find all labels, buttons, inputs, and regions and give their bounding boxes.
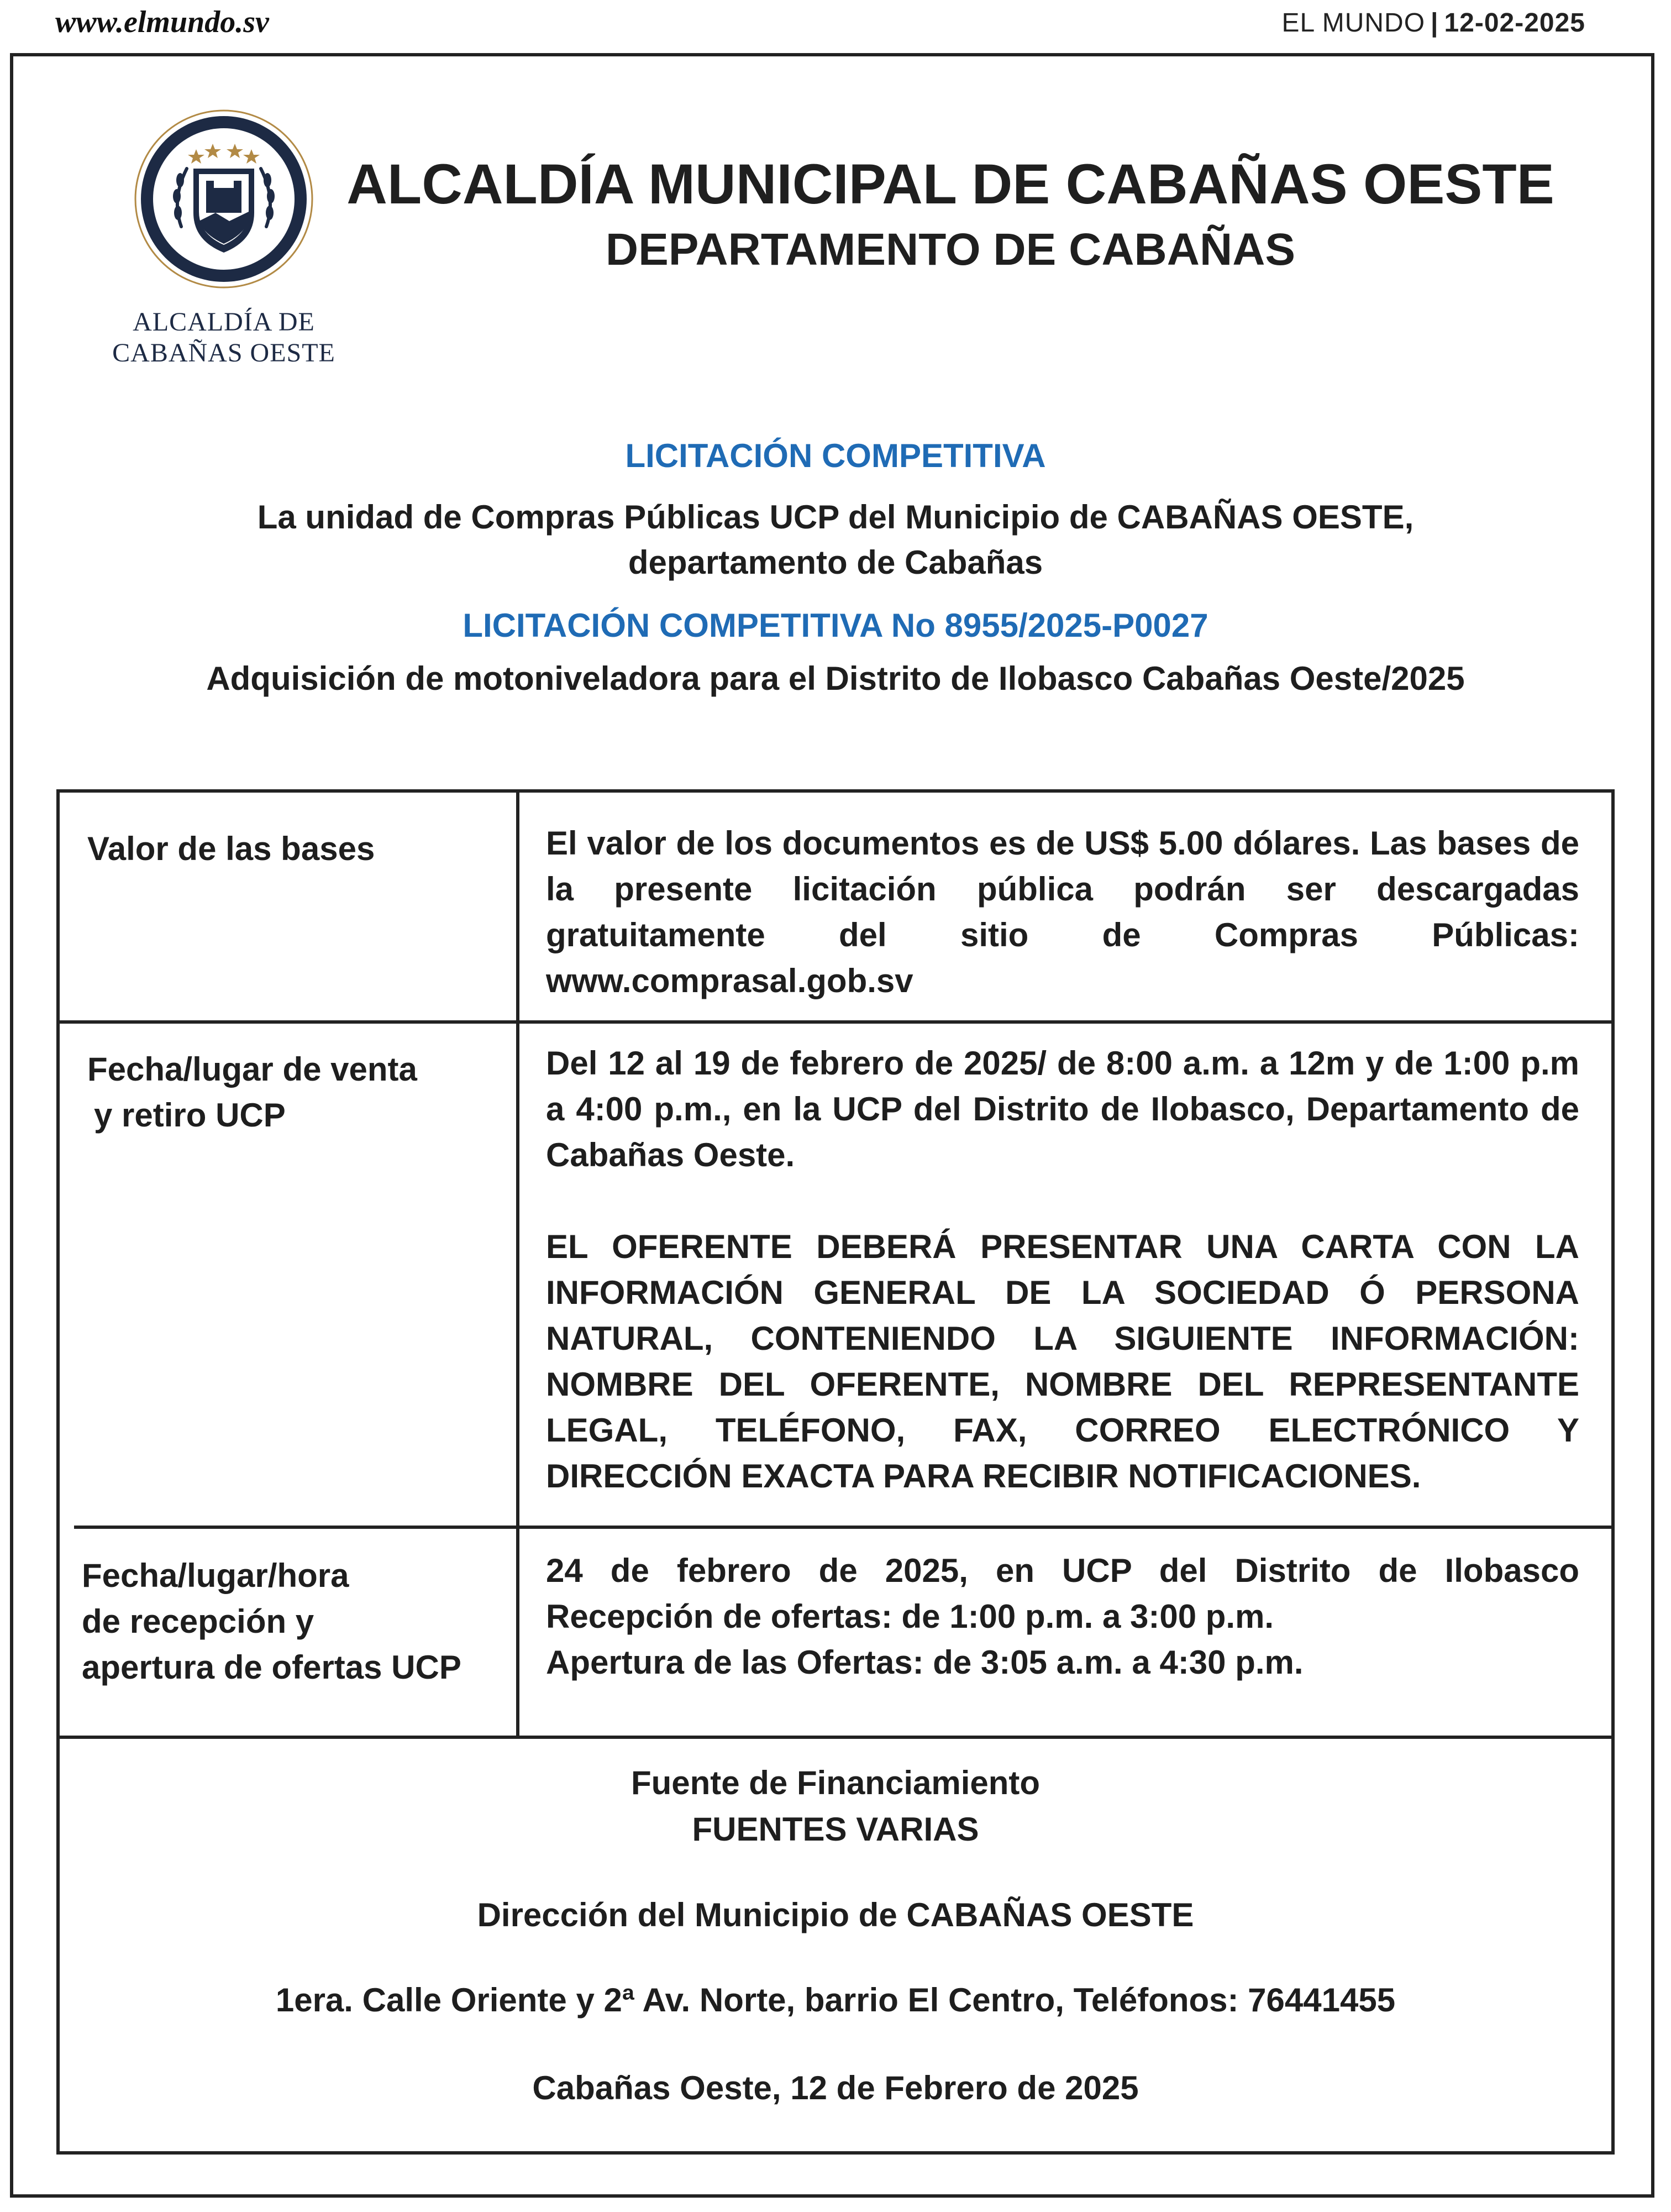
publication-separator: | bbox=[1431, 8, 1439, 38]
row-label-recepcion-apertura bbox=[82, 1553, 535, 1690]
publication-name: EL MUNDO bbox=[1281, 8, 1426, 38]
tender-intro-line1: La unidad de Compras Públicas UCP del Municipio de CABAÑAS OESTE, bbox=[257, 499, 1414, 536]
row-label-venta-line1: Fecha/lugar de venta bbox=[87, 1051, 417, 1088]
tender-details-table bbox=[56, 789, 1615, 2155]
row-label-recepcion-line2: de recepción y bbox=[82, 1603, 314, 1640]
tender-intro-line2: departamento de Cabañas bbox=[628, 544, 1043, 581]
logo-caption bbox=[94, 307, 354, 369]
page-subtitle: DEPARTAMENTO DE CABAÑAS bbox=[605, 224, 1296, 275]
newspaper-header bbox=[0, 0, 1671, 50]
recepcion-date-place: 24 de febrero de 2025, en UCP del Distrito de Ilobasco bbox=[546, 1552, 1579, 1589]
row-label-recepcion-line3: apertura de ofertas UCP bbox=[82, 1649, 461, 1686]
row-label-recepcion-line1: Fecha/lugar/hora bbox=[82, 1557, 349, 1594]
municipal-address: 1era. Calle Oriente y 2ª Av. Norte, barrio El Centro, Teléfonos: 76441455 bbox=[275, 1982, 1396, 2019]
row-divider bbox=[60, 1020, 1611, 1024]
tender-number: LICITACIÓN COMPETITIVA No 8955/2025-P0027 bbox=[463, 607, 1208, 644]
municipal-seal-icon bbox=[127, 108, 320, 290]
tender-subject: Adquisición de motoniveladora para el Distrito de Ilobasco Cabañas Oeste/2025 bbox=[206, 660, 1465, 697]
oferente-requirements-text: EL OFERENTE DEBERÁ PRESENTAR UNA CARTA CON LA INFORMACIÓN GENERAL DE LA SOCIEDAD Ó PERSONA NATURAL, CONTENIENDO LA SIGUIENTE INFORMACIÓN: NOMBRE DEL OFERENTE, NOMBRE DEL REPRESENTANTE LEGAL, TELÉFONO, FAX, CORREO ELECTRÓNICO Y DIRECCIÓN EXACTA PARA RECIBIR NOTIFICACIONES. bbox=[546, 1228, 1579, 1495]
recepcion-hours: Recepción de ofertas: de 1:00 p.m. a 3:00 p.m. bbox=[546, 1598, 1274, 1635]
tender-intro bbox=[22, 495, 1649, 585]
row-label-valor-bases: Valor de las bases bbox=[87, 830, 375, 867]
funding-value: FUENTES VARIAS bbox=[692, 1811, 979, 1848]
publication-info bbox=[1281, 8, 1585, 38]
logo-caption-line1: ALCALDÍA DE bbox=[133, 307, 315, 337]
page-title: ALCALDÍA MUNICIPAL DE CABAÑAS OESTE bbox=[346, 153, 1554, 216]
publication-date: 12-02-2025 bbox=[1444, 8, 1585, 38]
row-divider bbox=[74, 1526, 1611, 1529]
row-content-valor-bases: El valor de los documentos es de US$ 5.00 dólares. Las bases de la presente licitación pública podrán ser descargadas gratuitamente del sitio de Compras Públicas: www.comprasal.gob.sv bbox=[546, 825, 1579, 999]
row-content-recepcion-apertura bbox=[546, 1548, 1579, 1685]
row-content-venta-retiro bbox=[546, 1040, 1579, 1499]
funding-label: Fuente de Financiamiento bbox=[630, 1764, 1041, 1801]
venta-schedule-text: Del 12 al 19 de febrero de 2025/ de 8:00 a.m. a 12m y de 1:00 p.m a 4:00 p.m., en la UCP del Distrito de Ilobasco, Departamento de Cabañas Oeste. bbox=[546, 1045, 1579, 1173]
place-and-date: Cabañas Oeste, 12 de Febrero de 2025 bbox=[532, 2069, 1139, 2106]
tender-heading: LICITACIÓN COMPETITIVA bbox=[625, 437, 1046, 474]
row-label-venta-line2: y retiro UCP bbox=[94, 1097, 286, 1134]
apertura-hours: Apertura de las Ofertas: de 3:05 a.m. a 4:30 p.m. bbox=[546, 1644, 1304, 1681]
row-label-venta-retiro bbox=[87, 1046, 540, 1138]
site-url: www.elmundo.sv bbox=[55, 5, 269, 39]
row-divider bbox=[60, 1736, 1611, 1739]
municipal-direction: Dirección del Municipio de CABAÑAS OESTE bbox=[477, 1896, 1194, 1933]
logo-caption-line2: CABAÑAS OESTE bbox=[112, 338, 335, 368]
